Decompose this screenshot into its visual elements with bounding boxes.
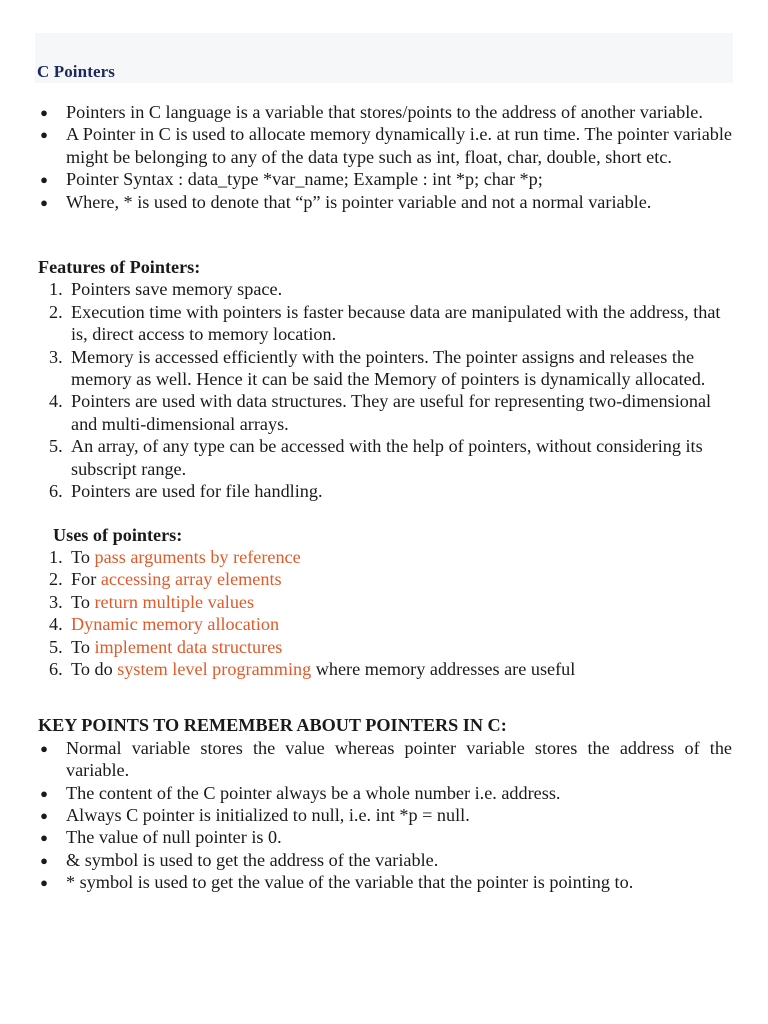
uses-section: [38, 524, 732, 681]
bullet-icon: ●: [40, 105, 48, 120]
bullet-icon: ●: [40, 785, 48, 801]
reference-link[interactable]: Dynamic memory allocation: [71, 614, 280, 635]
list-item: ● Pointer Syntax : data_type *var_name; Example : int *p; char *p;: [38, 168, 732, 190]
list-item: 1. Pointers save memory space.: [49, 279, 283, 300]
features-section: [38, 256, 732, 502]
list-item: ● Always C pointer is initialized to null, i.e. int *p = null.: [38, 804, 732, 826]
list-item: ● The content of the C pointer always be a whole number i.e. address.: [38, 782, 732, 804]
key-points-section: [38, 714, 732, 893]
list-item: ● A Pointer in C is used to allocate memory dynamically i.e. at run time. The pointer variable might be belonging to any of the data type such as int, float, char, double, short etc.: [38, 123, 732, 168]
bullet-icon: ●: [40, 875, 48, 891]
list-item: ● The value of null pointer is 0.: [38, 826, 732, 848]
page-title: C Pointers: [37, 62, 115, 81]
reference-link[interactable]: return multiple values: [94, 591, 255, 612]
list-item: ● Pointers in C language is a variable that stores/points to the address of another variable.: [38, 101, 732, 123]
features-heading: Features of Pointers:: [38, 257, 201, 278]
uses-list: [38, 546, 732, 680]
bullet-icon: ●: [40, 127, 48, 143]
bullet-icon: ●: [40, 194, 48, 210]
document-body: [38, 101, 732, 894]
list-item: 1. To pass arguments by reference: [49, 546, 301, 567]
list-item: ● & symbol is used to get the address of the variable.: [38, 849, 732, 871]
reference-link[interactable]: pass arguments by reference: [94, 546, 301, 567]
intro-list: [38, 101, 732, 213]
list-item: 4. Pointers are used with data structures. They are useful for representing two-dimensional and multi-dimensional arrays.: [49, 391, 712, 434]
bullet-icon: ●: [40, 172, 48, 188]
list-item: 5. An array, of any type can be accessed with the help of pointers, without considering its subscript range.: [49, 436, 703, 479]
key-points-heading: KEY POINTS TO REMEMBER ABOUT POINTERS IN C:: [38, 715, 507, 736]
list-item: 6. Pointers are used for file handling.: [49, 481, 323, 502]
list-item: 6. To do system level programming where memory addresses are useful: [49, 658, 576, 679]
uses-heading: Uses of pointers:: [53, 524, 183, 545]
list-item: 3. Memory is accessed efficiently with the pointers. The pointer assigns and releases the memory as well. Hence it can be said the Memory of pointers is dynamically allocated.: [49, 346, 706, 390]
bullet-icon: ●: [40, 807, 48, 823]
list-item: 5. To implement data structures: [49, 636, 283, 657]
list-item: ● Where, * is used to denote that “p” is pointer variable and not a normal variable.: [38, 191, 732, 213]
list-item: ● Normal variable stores the value whereas pointer variable stores the address of the variable.: [38, 737, 732, 782]
reference-link[interactable]: implement data structures: [94, 636, 283, 657]
bullet-icon: ●: [40, 830, 48, 846]
bullet-icon: ●: [40, 852, 48, 868]
features-list: [38, 278, 732, 502]
reference-link[interactable]: system level programming: [117, 658, 312, 679]
title-band: [35, 33, 733, 83]
list-item: 3. To return multiple values: [49, 591, 255, 612]
list-item: 2. Execution time with pointers is faster because data are manipulated with the address, that is, direct access to memory location.: [49, 301, 721, 345]
bullet-icon: ●: [40, 740, 48, 756]
intro-section: [38, 101, 732, 213]
reference-link[interactable]: accessing array elements: [100, 569, 282, 590]
list-item: 2. For accessing array elements: [49, 569, 282, 590]
list-item: 4. Dynamic memory allocation: [49, 614, 280, 635]
list-item: ● * symbol is used to get the value of the variable that the pointer is pointing to.: [38, 871, 732, 893]
key-points-list: [38, 737, 732, 894]
